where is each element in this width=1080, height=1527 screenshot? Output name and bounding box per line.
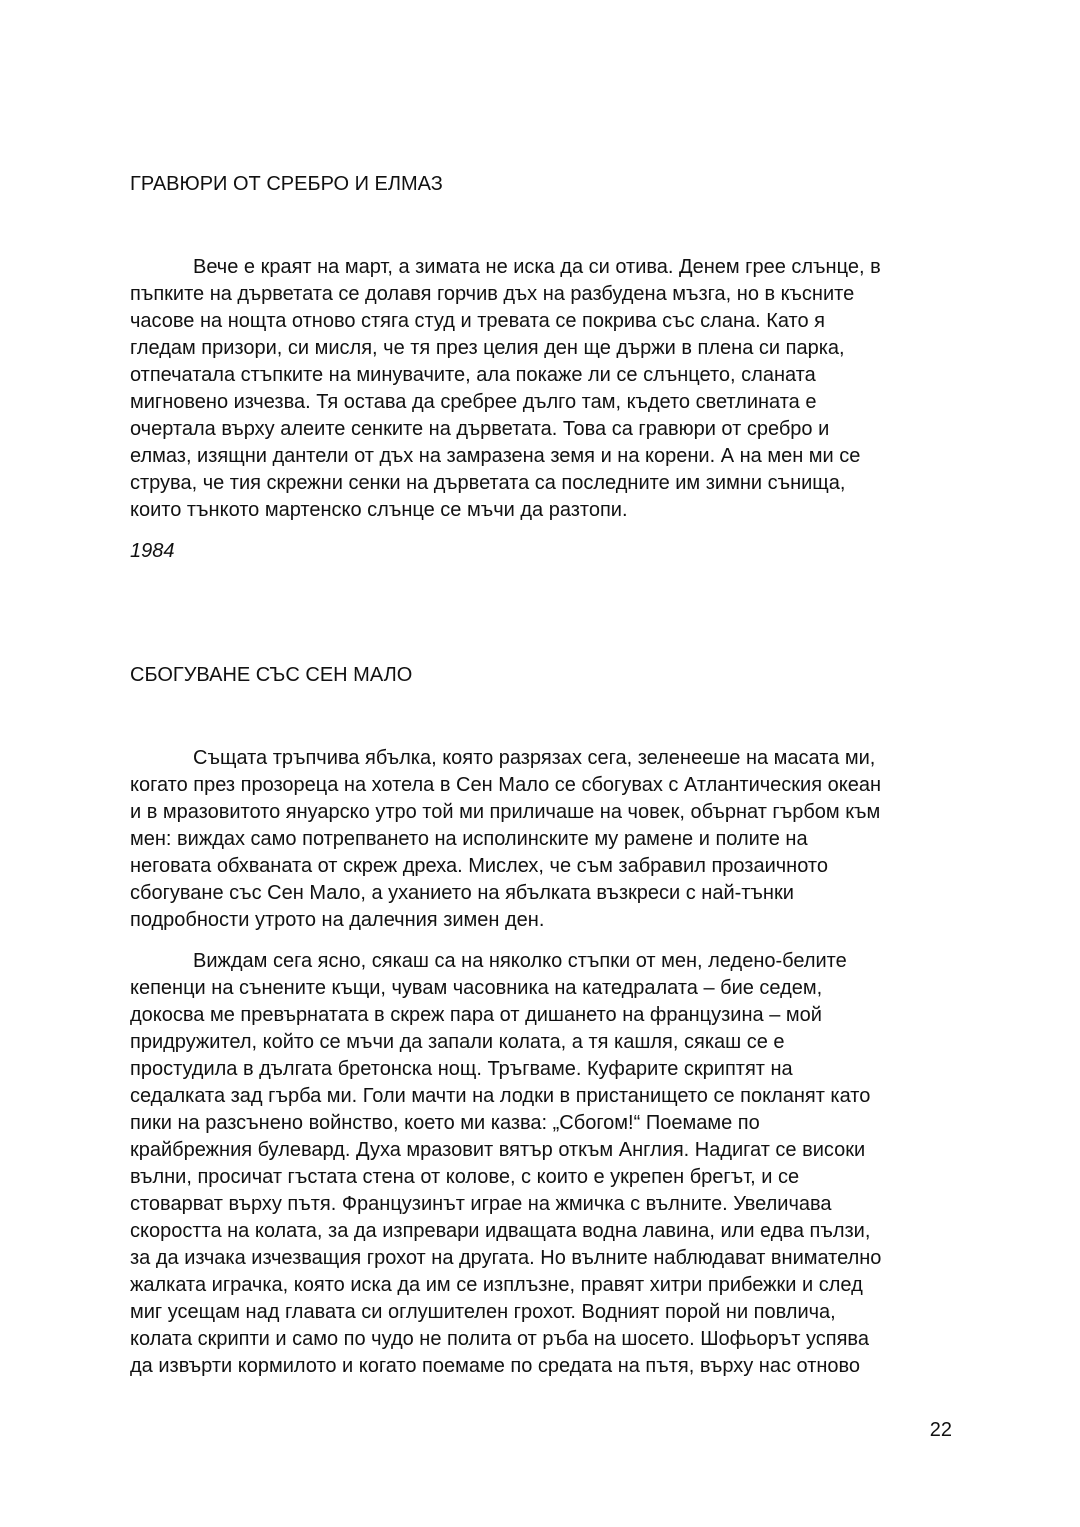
paragraph-line: и в мразовитото януарско утро той ми приличаше на човек, обърнат гърбом към xyxy=(130,801,881,823)
paragraph-line: пъпките на дърветата се долавя горчив дъх на разбудена мъзга, но в късните xyxy=(130,283,855,305)
paragraph-line: отпечатала стъпките на минувачите, ала покаже ли се слънцето, сланата xyxy=(130,364,816,386)
paragraph-line: Същата тръпчива ябълка, която разрязах сега, зеленееше на масата ми, xyxy=(193,747,876,769)
paragraph-line: докосва ме превърнатата в скреж пара от дишането на французина – мой xyxy=(130,1004,822,1026)
paragraph-line: Виждам сега ясно, сякаш са на няколко стъпки от мен, ледено-белите xyxy=(193,950,847,972)
paragraph-line: скоростта на колата, за да изпревари идващата водна лавина, или едва пълзи, xyxy=(130,1220,871,1242)
paragraph-line: седалката зад гърба ми. Голи мачти на лодки в пристанището се покланят като xyxy=(130,1085,871,1107)
paragraph-line: вълни, просичат гъстата стена от колове, с които е укрепен брегът, и се xyxy=(130,1166,800,1188)
paragraph-line: часове на нощта отново стяга студ и тревата се покрива със слана. Като я xyxy=(130,310,825,332)
paragraph-line: крайбрежния булевард. Духа мразовит вятър откъм Англия. Надигат се високи xyxy=(130,1139,866,1161)
year-label: 1984 xyxy=(130,540,175,562)
paragraph-line: да извърти кормилото и когато поемаме по средата на пътя, върху нас отново xyxy=(130,1355,861,1377)
paragraph-line: елмаз, изящни дантели от дъх на замразена земя и на корени. А на мен ми се xyxy=(130,445,861,467)
paragraph-line: Вече е краят на март, а зимата не иска да си отива. Денем грее слънце, в xyxy=(193,256,881,278)
paragraph-line: за да изчака изчезващия грохот на другата. Но вълните наблюдават внимателно xyxy=(130,1247,882,1269)
paragraph-line: които тънкото мартенско слънце се мъчи да разтопи. xyxy=(130,499,628,521)
paragraph-line: миг усещам над главата си оглушителен грохот. Водният порой ни повлича, xyxy=(130,1301,836,1323)
paragraph-line: мен: виждах само потрепването на исполинските му рамене и полите на xyxy=(130,828,808,850)
paragraph-line: жалката играчка, която иска да им се изплъзне, правят хитри прибежки и след xyxy=(130,1274,863,1296)
paragraph-line: струва, че тия скрежни сенки на дърветата са последните им зимни сънища, xyxy=(130,472,846,494)
paragraph-line: придружител, който се мъчи да запали колата, а тя кашля, сякаш се е xyxy=(130,1031,785,1053)
paragraph-line: простудила в дългата бретонска нощ. Тръгваме. Куфарите скриптят на xyxy=(130,1058,793,1080)
paragraph-line: мигновено изчезва. Тя остава да сребрее дълго там, където светлината е xyxy=(130,391,817,413)
paragraph-line: подробности утрото на далечния зимен ден. xyxy=(130,909,545,931)
page-number: 22 xyxy=(929,1419,952,1441)
paragraph-line: когато през прозореца на хотела в Сен Мало се сбогувах с Атлантическия океан xyxy=(130,774,881,796)
paragraph-line: гледам призори, си мисля, че тя през целия ден ще държи в плена си парка, xyxy=(130,337,845,359)
paragraph-line: сбогуване със Сен Мало, а уханието на ябълката възкреси с най-тънки xyxy=(130,882,794,904)
paragraph-line: очертала върху алеите сенките на дърветата. Това са гравюри от сребро и xyxy=(130,418,830,440)
section-title: ГРАВЮРИ ОТ СРЕБРО И ЕЛМАЗ xyxy=(130,173,443,195)
paragraph-line: неговата обхваната от скреж дреха. Мислех, че съм забравил прозаичното xyxy=(130,855,828,877)
paragraph-line: кепенци на сънените къщи, чувам часовника на катедралата – бие седем, xyxy=(130,977,823,999)
paragraph-line: пики на разсънено войнство, което ми казва: „Сбогом!“ Поемаме по xyxy=(130,1112,760,1134)
paragraph-line: колата скрипти и само по чудо не полита от ръба на шосето. Шофьорът успява xyxy=(130,1328,869,1350)
section-title: СБОГУВАНЕ СЪС СЕН МАЛО xyxy=(130,664,413,686)
paragraph-line: стоварват върху пътя. Французинът играе на жмичка с вълните. Увеличава xyxy=(130,1193,832,1215)
